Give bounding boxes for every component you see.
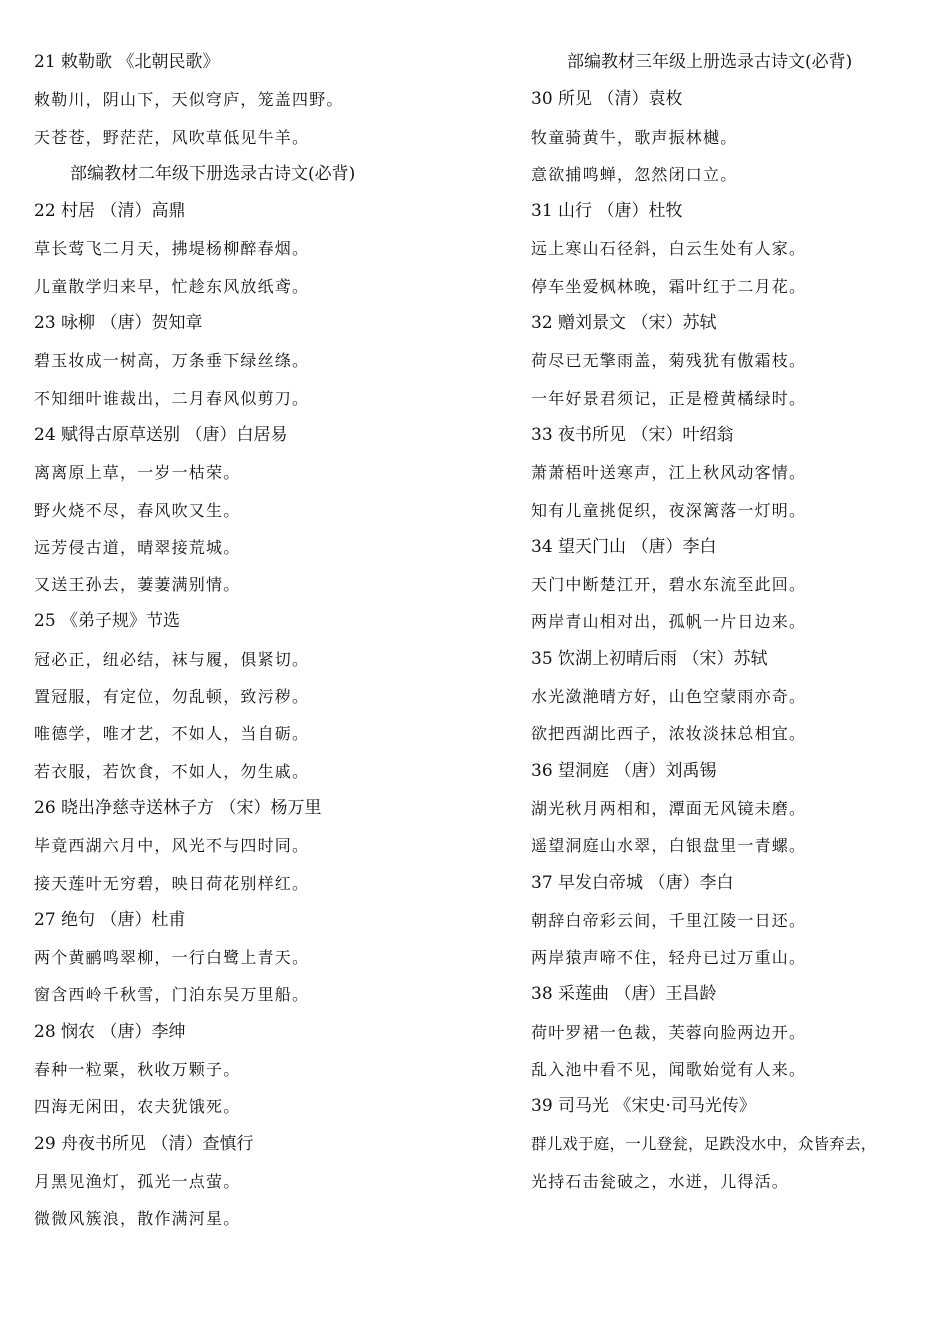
- left-poem-title: 23 咏柳 （唐）贺知章: [34, 313, 203, 334]
- right-poem-line: 两岸猿声啼不住，轻舟已过万重山。: [531, 948, 807, 968]
- right-poem-line: 停车坐爱枫林晚，霜叶红于二月花。: [531, 276, 807, 296]
- left-poem-line: 远芳侵古道，晴翠接荒城。: [34, 537, 241, 557]
- left-poem-title: 29 舟夜书所见 （清）查慎行: [34, 1133, 254, 1154]
- left-poem-line: 接天莲叶无穷碧，映日荷花别样红。: [34, 873, 310, 893]
- right-poem-title: 30 所见 （清）袁枚: [531, 89, 683, 110]
- left-poem-title: 24 赋得古原草送别 （唐）白居易: [34, 424, 288, 445]
- left-poem-title: 27 绝句 （唐）杜甫: [34, 909, 186, 930]
- left-poem-line: 不知细叶谁裁出，二月春风似剪刀。: [34, 388, 310, 408]
- left-poem-line: 若衣服，若饮食，不如人，勿生戚。: [34, 761, 310, 781]
- left-poem-title: 21 敕勒歌 《北朝民歌》: [34, 52, 220, 72]
- left-poem-line: 敕勒川，阴山下，天似穹庐，笼盖四野。: [34, 90, 344, 110]
- left-poem-line: 置冠服，有定位，勿乱顿，致污秽。: [34, 687, 310, 707]
- right-poem-line: 两岸青山相对出，孤帆一片日边来。: [531, 612, 807, 632]
- left-poem-line: 草长莺飞二月天，拂堤杨柳醉春烟。: [34, 239, 310, 259]
- left-poem-line: 冠必正，纽必结，袜与履，俱紧切。: [34, 649, 310, 669]
- left-poem-title: 28 悯农 （唐）李绅: [34, 1021, 186, 1042]
- left-poem-line: 离离原上草，一岁一枯荣。: [34, 463, 241, 483]
- left-poem-title: 25 《弟子规》节选: [34, 611, 181, 632]
- left-poem-line: 唯德学，唯才艺，不如人，当自砺。: [34, 724, 310, 744]
- right-poem-line: 朝辞白帝彩云间，千里江陵一日还。: [531, 910, 807, 930]
- right-poem-line: 光持石击瓮破之，水迸，儿得活。: [531, 1171, 790, 1191]
- right-poem-line: 牧童骑黄牛，歌声振林樾。: [531, 127, 738, 147]
- left-poem-line: 窗含西岭千秋雪，门泊东吴万里船。: [34, 985, 310, 1005]
- right-poem-line: 乱入池中看不见，闻歌始觉有人来。: [531, 1060, 807, 1080]
- left-poem-line: 又送王孙去，萋萋满别情。: [34, 575, 241, 595]
- right-poem-line: 天门中断楚江开，碧水东流至此回。: [531, 575, 807, 595]
- left-poem-title: 26 晓出净慈寺送林子方 （宋）杨万里: [34, 797, 322, 818]
- right-poem-title: 35 饮湖上初晴后雨 （宋）苏轼: [531, 648, 768, 669]
- left-poem-title: 22 村居 （清）高鼎: [34, 201, 186, 222]
- left-poem-line: 儿童散学归来早，忙趁东风放纸鸢。: [34, 276, 310, 296]
- left-poem-line: 微微风簇浪，散作满河星。: [34, 1209, 241, 1229]
- left-poem-line: 两个黄鹂鸣翠柳，一行白鹭上青天。: [34, 948, 310, 968]
- right-poem-line: 群儿戏于庭，一儿登瓮，足跌没水中，众皆弃去，: [531, 1134, 877, 1153]
- left-poem-line: 春种一粒粟，秋收万颗子。: [34, 1060, 241, 1080]
- right-poem-line: 水光潋滟晴方好，山色空蒙雨亦奇。: [531, 687, 807, 707]
- right-poem-line: 遥望洞庭山水翠，白银盘里一青螺。: [531, 836, 807, 856]
- right-poem-title: 34 望天门山 （唐）李白: [531, 536, 717, 557]
- right-section-heading: 部编教材三年级上册选录古诗文(必背): [567, 52, 853, 72]
- right-poem-title: 37 早发白帝城 （唐）李白: [531, 872, 734, 893]
- right-poem-title: 32 赠刘景文 （宋）苏轼: [531, 313, 717, 334]
- left-section-heading: 部编教材二年级下册选录古诗文(必背): [70, 163, 356, 184]
- right-poem-title: 38 采莲曲 （唐）王昌龄: [531, 984, 717, 1005]
- left-poem-line: 碧玉妆成一树高，万条垂下绿丝绦。: [34, 351, 310, 371]
- left-poem-line: 毕竟西湖六月中，风光不与四时同。: [34, 836, 310, 856]
- right-poem-title: 36 望洞庭 （唐）刘禹锡: [531, 760, 717, 781]
- right-poem-title: 31 山行 （唐）杜牧: [531, 201, 683, 222]
- left-column: [34, 44, 504, 1238]
- right-poem-line: 荷尽已无擎雨盖，菊残犹有傲霜枝。: [531, 351, 807, 371]
- right-poem-line: 湖光秋月两相和，潭面无风镜未磨。: [531, 798, 807, 818]
- right-poem-line: 远上寒山石径斜，白云生处有人家。: [531, 239, 807, 259]
- right-poem-line: 意欲捕鸣蝉，忽然闭口立。: [531, 164, 738, 184]
- left-poem-line: 月黑见渔灯，孤光一点萤。: [34, 1171, 241, 1191]
- right-poem-line: 一年好景君须记，正是橙黄橘绿时。: [531, 388, 807, 408]
- right-poem-line: 知有儿童挑促织，夜深篱落一灯明。: [531, 500, 807, 520]
- right-column: [531, 44, 946, 1200]
- right-poem-line: 荷叶罗裙一色裁，芙蓉向脸两边开。: [531, 1022, 807, 1042]
- left-poem-line: 野火烧不尽，春风吹又生。: [34, 500, 241, 520]
- right-poem-line: 欲把西湖比西子，浓妆淡抹总相宜。: [531, 724, 807, 744]
- left-poem-line: 天苍苍，野茫茫，风吹草低见牛羊。: [34, 127, 310, 147]
- right-poem-title: 39 司马光 《宋史·司马光传》: [531, 1096, 756, 1117]
- left-poem-line: 四海无闲田，农夫犹饿死。: [34, 1097, 241, 1117]
- right-poem-title: 33 夜书所见 （宋）叶绍翁: [531, 424, 734, 445]
- right-poem-line: 萧萧梧叶送寒声，江上秋风动客情。: [531, 463, 807, 483]
